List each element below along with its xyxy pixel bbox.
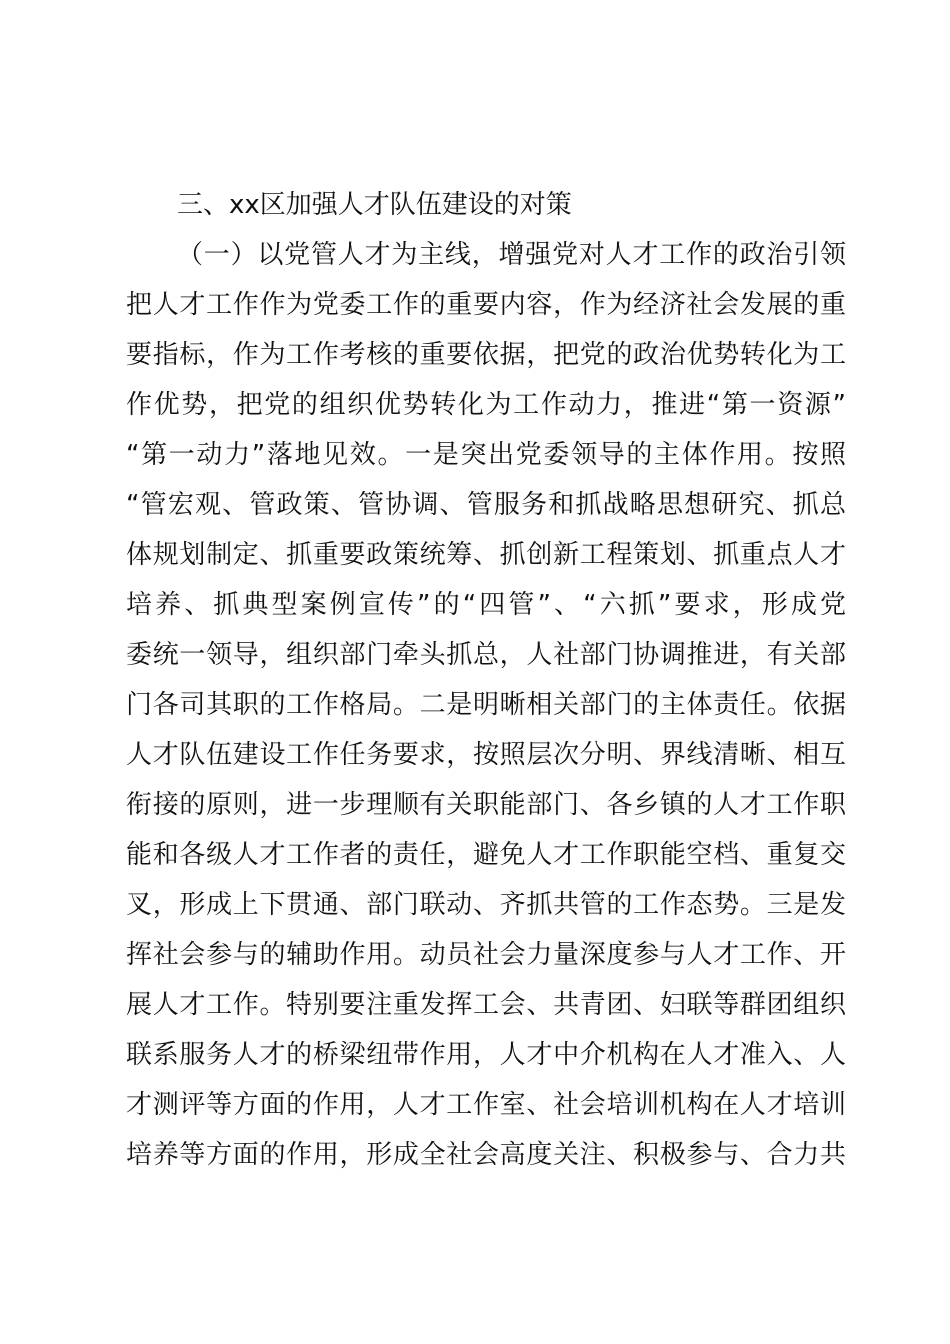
section-heading: 三、xx区加强人才队伍建设的对策 <box>177 190 572 220</box>
body-line: 委统一领导，组织部门牵头抓总，人社部门协调推进，有关部 <box>126 640 846 670</box>
body-line: 衔接的原则，进一步理顺有关职能部门、各乡镇的人才工作职 <box>126 790 846 820</box>
body-line: 挥社会参与的辅助作用。动员社会力量深度参与人才工作、开 <box>126 940 846 970</box>
body-line: “第一动力”落地见效。一是突出党委领导的主体作用。按照 <box>126 440 846 470</box>
body-line: 才测评等方面的作用，人才工作室、社会培训机构在人才培训 <box>126 1090 846 1120</box>
body-line: 把人才工作作为党委工作的重要内容，作为经济社会发展的重 <box>126 290 846 320</box>
body-line: 体规划制定、抓重要政策统筹、抓创新工程策划、抓重点人才 <box>126 540 846 570</box>
body-line: 联系服务人才的桥梁纽带作用，人才中介机构在人才准入、人 <box>126 1040 846 1070</box>
body-line: 要指标，作为工作考核的重要依据，把党的政治优势转化为工 <box>126 340 846 370</box>
body-line: 作优势，把党的组织优势转化为工作动力，推进“第一资源” <box>126 390 846 420</box>
body-line: 展人才工作。特别要注重发挥工会、共青团、妇联等群团组织 <box>126 990 846 1020</box>
subsection-heading: （一）以党管人才为主线，增强党对人才工作的政治引领 <box>177 240 846 270</box>
body-line: 叉，形成上下贯通、部门联动、齐抓共管的工作态势。三是发 <box>126 890 846 920</box>
body-line: 培养等方面的作用，形成全社会高度关注、积极参与、合力共 <box>126 1140 846 1170</box>
body-line: 培养、抓典型案例宣传”的“四管”、“六抓”要求，形成党 <box>126 590 846 620</box>
body-line: “管宏观、管政策、管协调、管服务和抓战略思想研究、抓总 <box>126 490 846 520</box>
body-line: 门各司其职的工作格局。二是明晰相关部门的主体责任。依据 <box>126 690 846 720</box>
body-line: 人才队伍建设工作任务要求，按照层次分明、界线清晰、相互 <box>126 740 846 770</box>
body-line: 能和各级人才工作者的责任，避免人才工作职能空档、重复交 <box>126 840 846 870</box>
